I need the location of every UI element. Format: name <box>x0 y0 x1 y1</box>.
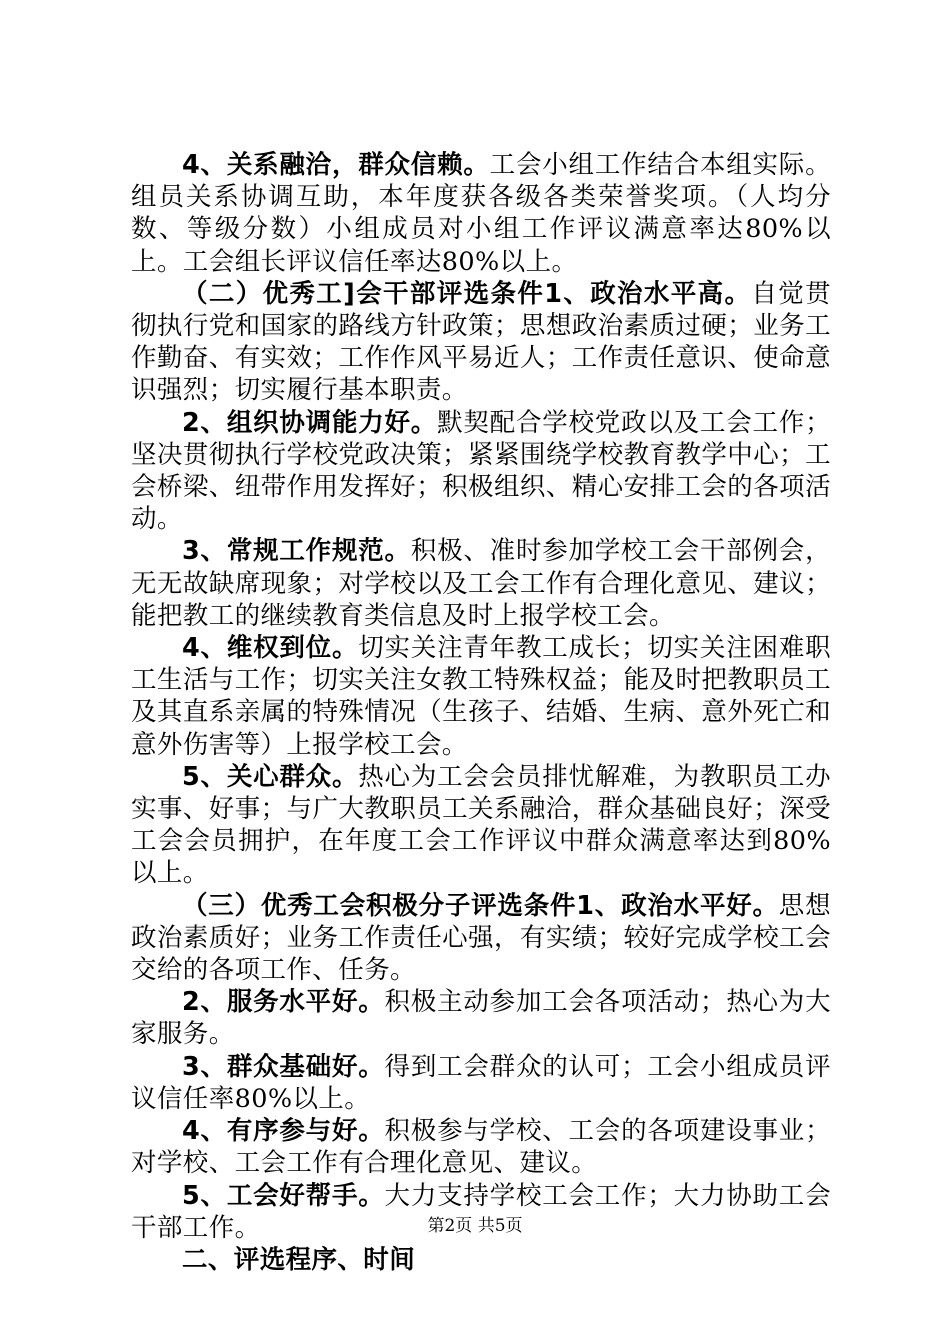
paragraph-4 <box>131 535 831 632</box>
paragraph-lead: 4、关系融洽，群众信赖。 <box>182 150 490 180</box>
paragraph-lead: 4、有序参与好。 <box>182 1116 385 1147</box>
paragraph-8 <box>131 986 831 1050</box>
paragraph-lead: （三）优秀工会积极分子评选条件1、政治水平好。 <box>182 890 779 921</box>
paragraph-lead: 3、常规工作规范。 <box>182 536 411 567</box>
paragraph-text: 自觉贯彻执行党和国家的路线方针政策；思想政治素质过硬；业务工作勤奋、有实效；工作作风平易近人；工作责任意识、使命意识强烈；切实履行基本职责。 <box>131 278 831 406</box>
document-body <box>131 149 831 1276</box>
paragraph-text: 热心为工会会员排忧解难，为教职员工办实事、好事；与广大教职员工关系融洽，群众基础良好；深受工会会员拥护，在年度工会工作评议中群众满意率达到80%以上。 <box>131 761 832 889</box>
paragraph-text: 积极参与学校、工会的各项建设事业；对学校、工会工作有合理化意见、建议。 <box>131 1116 831 1179</box>
paragraph-6 <box>131 761 831 890</box>
paragraph-text: 大力支持学校工会工作；大力协助工会干部工作。 <box>131 1180 831 1243</box>
paragraph-10 <box>131 1115 831 1179</box>
paragraph-1 <box>131 149 831 278</box>
paragraph-7 <box>131 890 831 987</box>
paragraph-lead: 4、维权到位。 <box>182 633 359 664</box>
paragraph-text: 工会小组工作结合本组实际。组员关系协调互助，本年度获各级各类荣誉奖项。（人均分数、等级分数）小组成员对小组工作评议满意率达80%以上。工会组长评议信任率达80%以上。 <box>131 150 831 277</box>
paragraph-text: 思想政治素质好；业务工作责任心强，有实绩；较好完成学校工会交给的各项工作、任务。 <box>131 890 831 986</box>
paragraph-text: 积极主动参加工会各项活动；热心为大家服务。 <box>131 987 831 1050</box>
section-heading: 二、评选程序、时间 <box>182 1244 416 1275</box>
paragraph-lead: 2、服务水平好。 <box>182 987 385 1018</box>
paragraph-2 <box>131 278 831 407</box>
paragraph-text: 切实关注青年教工成长；切实关注困难职工生活与工作；切实关注女教工特殊权益；能及时把教职员工及其直系亲属的特殊情况（生孩子、结婚、生病、意外死亡和意外伤害等）上报学校工会。 <box>131 633 832 760</box>
paragraph-text: 默契配合学校党政以及工会工作；坚决贯彻执行学校党政决策；紧紧围绕学校教育教学中心；工会桥梁、纽带作用发挥好；积极组织、精心安排工会的各项活动。 <box>131 407 831 535</box>
paragraph-lead: 5、工会好帮手。 <box>182 1180 385 1211</box>
paragraph-lead: 3、群众基础好。 <box>182 1051 385 1082</box>
paragraph-text: 积极、准时参加学校工会干部例会，无无故缺席现象；对学校以及工会工作有合理化意见、建议；能把教工的继续教育类信息及时上报学校工会。 <box>131 536 831 631</box>
paragraph-5 <box>131 632 831 761</box>
paragraph-lead: 5、关心群众。 <box>182 761 359 792</box>
paragraph-9 <box>131 1051 831 1115</box>
paragraph-text: 得到工会群众的认可；工会小组成员评议信任率80%以上。 <box>131 1051 831 1114</box>
paragraph-3 <box>131 407 831 536</box>
paragraph-lead: 2、组织协调能力好。 <box>182 407 438 438</box>
page-number-footer: 第2页 共5页 <box>427 1216 523 1236</box>
paragraph-lead: （二）优秀工]会干部评选条件1、政治水平高。 <box>182 278 752 309</box>
